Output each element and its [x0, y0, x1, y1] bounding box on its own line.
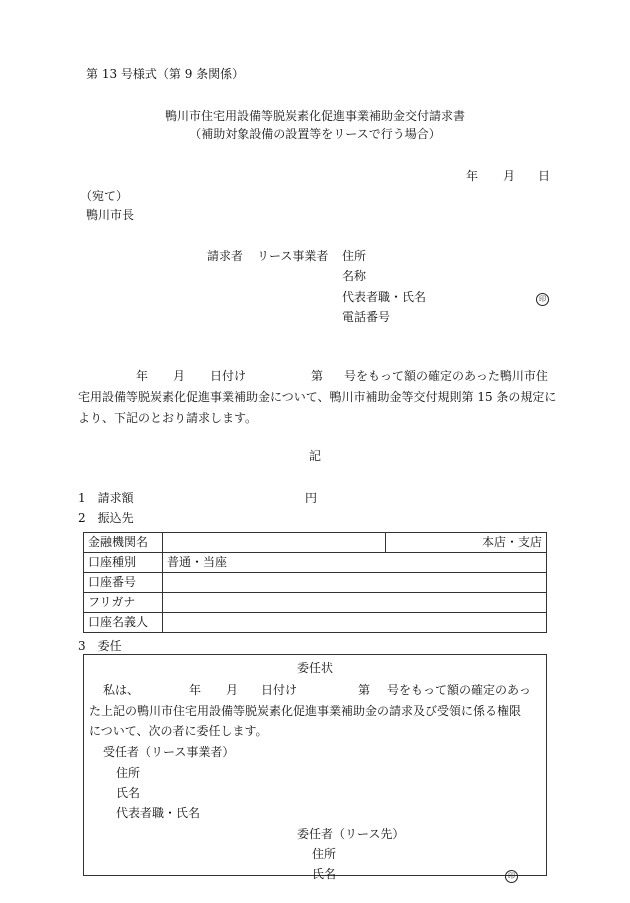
- delegation-title: 委任状: [296, 661, 333, 675]
- body-date: 日付け: [210, 369, 247, 383]
- table-row: [84, 593, 547, 613]
- body-line3: より、下記のとおり請求します。: [78, 411, 258, 425]
- date-day: 日: [538, 169, 551, 183]
- delegation-intro: 私は、: [103, 683, 140, 697]
- requester-name: 名称: [342, 269, 367, 283]
- yen-label: 円: [305, 491, 318, 505]
- furigana-value[interactable]: [163, 593, 547, 613]
- agent-representative: 代表者職・氏名: [116, 806, 201, 820]
- body-no-prefix: 第: [311, 369, 324, 383]
- account-holder-value[interactable]: [163, 613, 547, 633]
- principal-seal: 印: [505, 866, 518, 883]
- principal-name: 氏名: [312, 867, 337, 881]
- delegation-line2: た上記の鴨川市住宅用設備等脱炭素化促進事業補助金の請求及び受領に係る権限: [89, 704, 522, 718]
- body-line1: 号をもって額の確定のあった鴨川市住: [344, 369, 548, 383]
- item-2-transfer: 2 振込先: [78, 511, 134, 525]
- furigana-label: フリガナ: [84, 593, 163, 613]
- account-type-value[interactable]: 普通・当座: [163, 553, 547, 573]
- date-month: 月: [503, 169, 516, 183]
- bank-name-value[interactable]: [163, 533, 386, 553]
- principal-label: 委任者（リース先）: [297, 827, 405, 841]
- body-year: 年: [136, 369, 149, 383]
- requester-label: 請求者: [207, 249, 244, 263]
- bank-table: [83, 532, 547, 633]
- requester-phone: 電話番号: [342, 310, 391, 324]
- delegation-line1: 号をもって額の確定のあっ: [387, 683, 531, 697]
- document-title: 鴨川市住宅用設備等脱炭素化促進事業補助金交付請求書: [164, 109, 465, 123]
- bank-name-label: 金融機関名: [84, 533, 163, 553]
- body-month: 月: [173, 369, 186, 383]
- body-line2: 宅用設備等脱炭素化促進事業補助金について、鴨川市補助金等交付規則第 15 条の規定に: [78, 390, 557, 404]
- form-number: 第 13 号様式（第 9 条関係）: [86, 67, 245, 81]
- date-year: 年: [466, 169, 479, 183]
- addressee-name: 鴨川市長: [86, 208, 135, 222]
- table-row: [84, 533, 547, 553]
- principal-address: 住所: [312, 847, 337, 861]
- requester-address: 住所: [342, 249, 367, 263]
- table-row: [84, 553, 547, 573]
- branch-label: 本店・支店: [386, 533, 547, 553]
- item-3-delegation: 3 委任: [78, 639, 122, 653]
- document-subtitle: （補助対象設備の設置等をリースで行う場合）: [189, 127, 441, 141]
- delegation-year: 年: [189, 683, 202, 697]
- agent-name: 氏名: [116, 786, 141, 800]
- agent-label: 受任者（リース事業者）: [103, 745, 235, 759]
- delegation-month: 月: [226, 683, 239, 697]
- item-1-request-amount: 1 請求額: [78, 491, 134, 505]
- requester-role: リース事業者: [257, 249, 329, 263]
- delegation-date: 日付け: [261, 683, 298, 697]
- requester-seal: 印: [536, 289, 549, 306]
- ki-heading: 記: [308, 449, 321, 463]
- agent-address: 住所: [116, 766, 141, 780]
- account-number-value[interactable]: [163, 573, 547, 593]
- table-row: [84, 613, 547, 633]
- delegation-line3: について、次の者に委任します。: [89, 724, 268, 738]
- account-number-label: 口座番号: [84, 573, 163, 593]
- account-holder-label: 口座名義人: [84, 613, 163, 633]
- addressee-to: （宛て）: [80, 189, 129, 203]
- delegation-no-prefix: 第: [358, 683, 371, 697]
- requester-representative: 代表者職・氏名: [342, 290, 427, 304]
- account-type-label: 口座種別: [84, 553, 163, 573]
- table-row: [84, 573, 547, 593]
